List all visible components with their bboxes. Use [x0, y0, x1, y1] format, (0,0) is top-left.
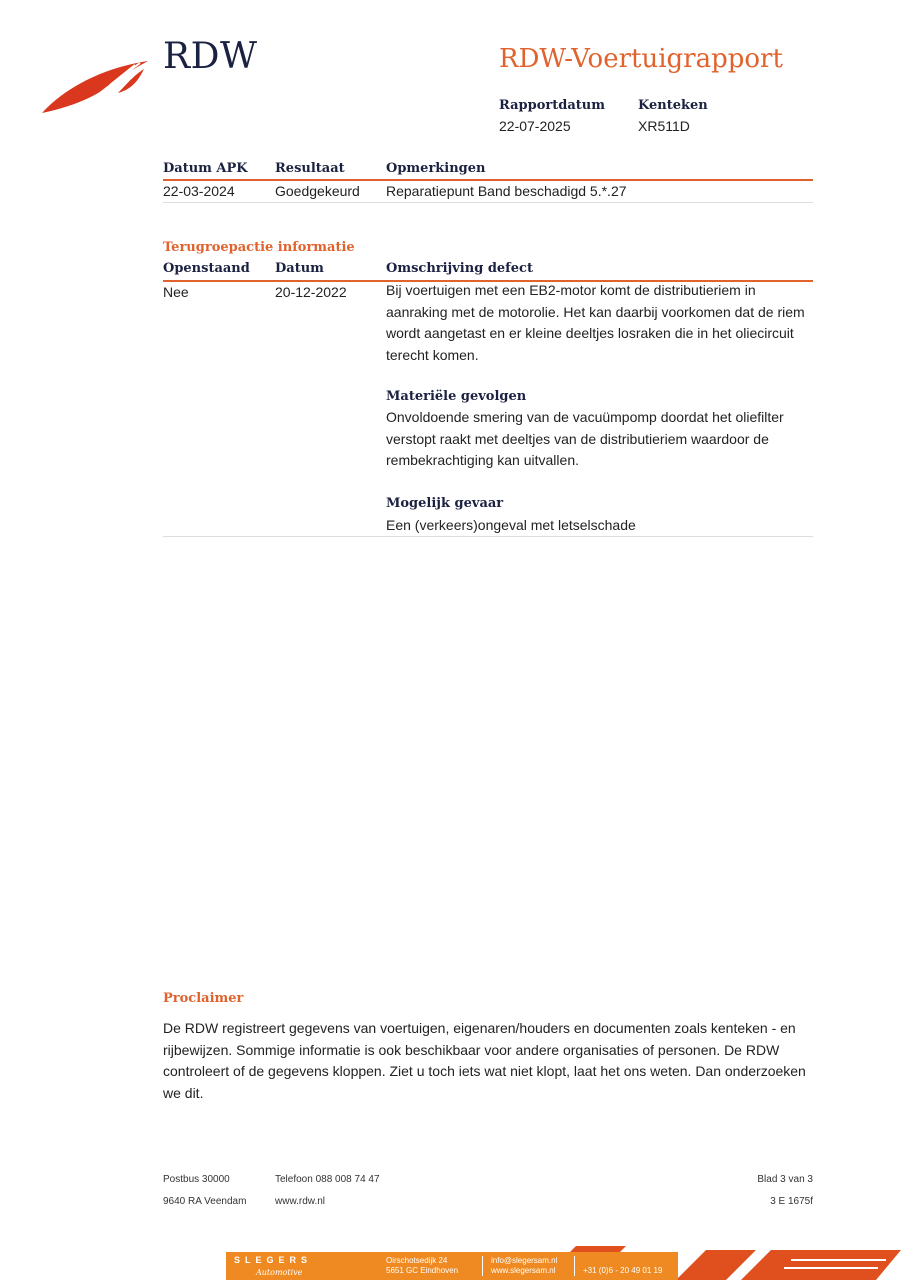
recall-header-open: Openstaand — [163, 261, 250, 276]
proclaimer-line: rijbewijzen. Sommige informatie is ook beschikbaar voor andere organisaties of personen. De RDW — [163, 1041, 780, 1058]
banner-separator — [574, 1256, 575, 1276]
apk-header-remarks: Opmerkingen — [386, 161, 486, 176]
banner-separator — [482, 1256, 483, 1276]
apk-row-remarks: Reparatiepunt Band beschadigd 5.*.27 — [386, 183, 627, 199]
recall-row-rule — [163, 536, 813, 537]
banner-address — [386, 1256, 458, 1276]
apk-row-rule — [163, 202, 813, 203]
banner-address-line1: Oirschotsedijk 24 — [386, 1256, 448, 1265]
report-date: 22-07-2025 — [499, 118, 571, 134]
banner-phone: +31 (0)6 - 20 49 01 19 — [583, 1266, 663, 1275]
defect-line: aanraking met de motorolie. Het kan daarbij voorkomen dat de riem — [386, 303, 805, 320]
recall-header-defect: Omschrijving defect — [386, 261, 533, 276]
footer-website[interactable]: www.rdw.nl — [275, 1196, 326, 1207]
footer-phone: Telefoon 088 008 74 47 — [275, 1174, 380, 1185]
material-line: verstopt raakt met deeltjes van de distributieriem waardoor de — [386, 430, 769, 447]
report-title: RDW-Voertuigrapport — [499, 44, 783, 74]
logo-text: RDW — [163, 36, 258, 77]
possible-danger-text: Een (verkeers)ongeval met letselschade — [386, 517, 636, 533]
defect-line: Bij voertuigen met een EB2-motor komt de distributieriem in — [386, 282, 756, 298]
apk-row-result: Goedgekeurd — [275, 183, 360, 199]
banner-contact — [491, 1256, 557, 1276]
banner-web[interactable]: www.slegersam.nl — [491, 1266, 556, 1275]
material-line: Onvoldoende smering van de vacuümpomp doordat het oliefilter — [386, 409, 784, 425]
recall-date-value: 20-12-2022 — [275, 284, 347, 300]
proclaimer-line: we dit. — [163, 1084, 204, 1101]
banner-brand: SLEGERS — [234, 1255, 313, 1265]
report-date-label: Rapportdatum — [499, 98, 605, 113]
banner-address-line2: 5651 GC Eindhoven — [386, 1266, 459, 1275]
footer-postcode: 9640 RA Veendam — [163, 1196, 247, 1207]
material-line: rembekrachtiging kan uitvallen. — [386, 452, 579, 468]
recall-section-title: Terugroepactie informatie — [163, 240, 355, 255]
apk-header-date: Datum APK — [163, 161, 248, 176]
proclaimer-line: De RDW registreert gegevens van voertuigen, eigenaren/houders en documenten zoals kenteken - en — [163, 1020, 796, 1036]
footer-code: 3 E 1675f — [770, 1196, 813, 1207]
apk-header-rule — [163, 179, 813, 181]
possible-danger-title: Mogelijk gevaar — [386, 496, 504, 511]
proclaimer-title: Proclaimer — [163, 991, 244, 1006]
recall-header-date: Datum — [275, 261, 324, 276]
plate-label: Kenteken — [638, 98, 708, 113]
proclaimer-text — [163, 1018, 813, 1104]
proclaimer-line: controleert of de gegevens kloppen. Ziet u toch iets wat niet klopt, laat het ons weten. Dan onderzoeken — [163, 1063, 806, 1079]
footer-page-number: Blad 3 van 3 — [757, 1174, 813, 1185]
recall-open-value: Nee — [163, 284, 189, 300]
footer-po-box: Postbus 30000 — [163, 1174, 230, 1185]
material-consequences-title: Materiële gevolgen — [386, 389, 527, 404]
banner-email[interactable]: info@slegersam.nl — [491, 1256, 558, 1265]
plate-value: XR511D — [638, 118, 690, 134]
rdw-logo-icon — [40, 55, 150, 115]
apk-row-date: 22-03-2024 — [163, 183, 235, 199]
apk-header-result: Resultaat — [275, 161, 345, 176]
material-consequences-text — [386, 407, 806, 472]
advertiser-banner — [226, 1252, 678, 1280]
defect-line: wordt aangetast en er kleine deeltjes losraken die in het oliecircuit — [386, 325, 794, 341]
defect-line: terecht komen. — [386, 346, 479, 363]
recall-defect-description — [386, 280, 806, 366]
banner-brand-sub: Automotive — [256, 1268, 303, 1277]
